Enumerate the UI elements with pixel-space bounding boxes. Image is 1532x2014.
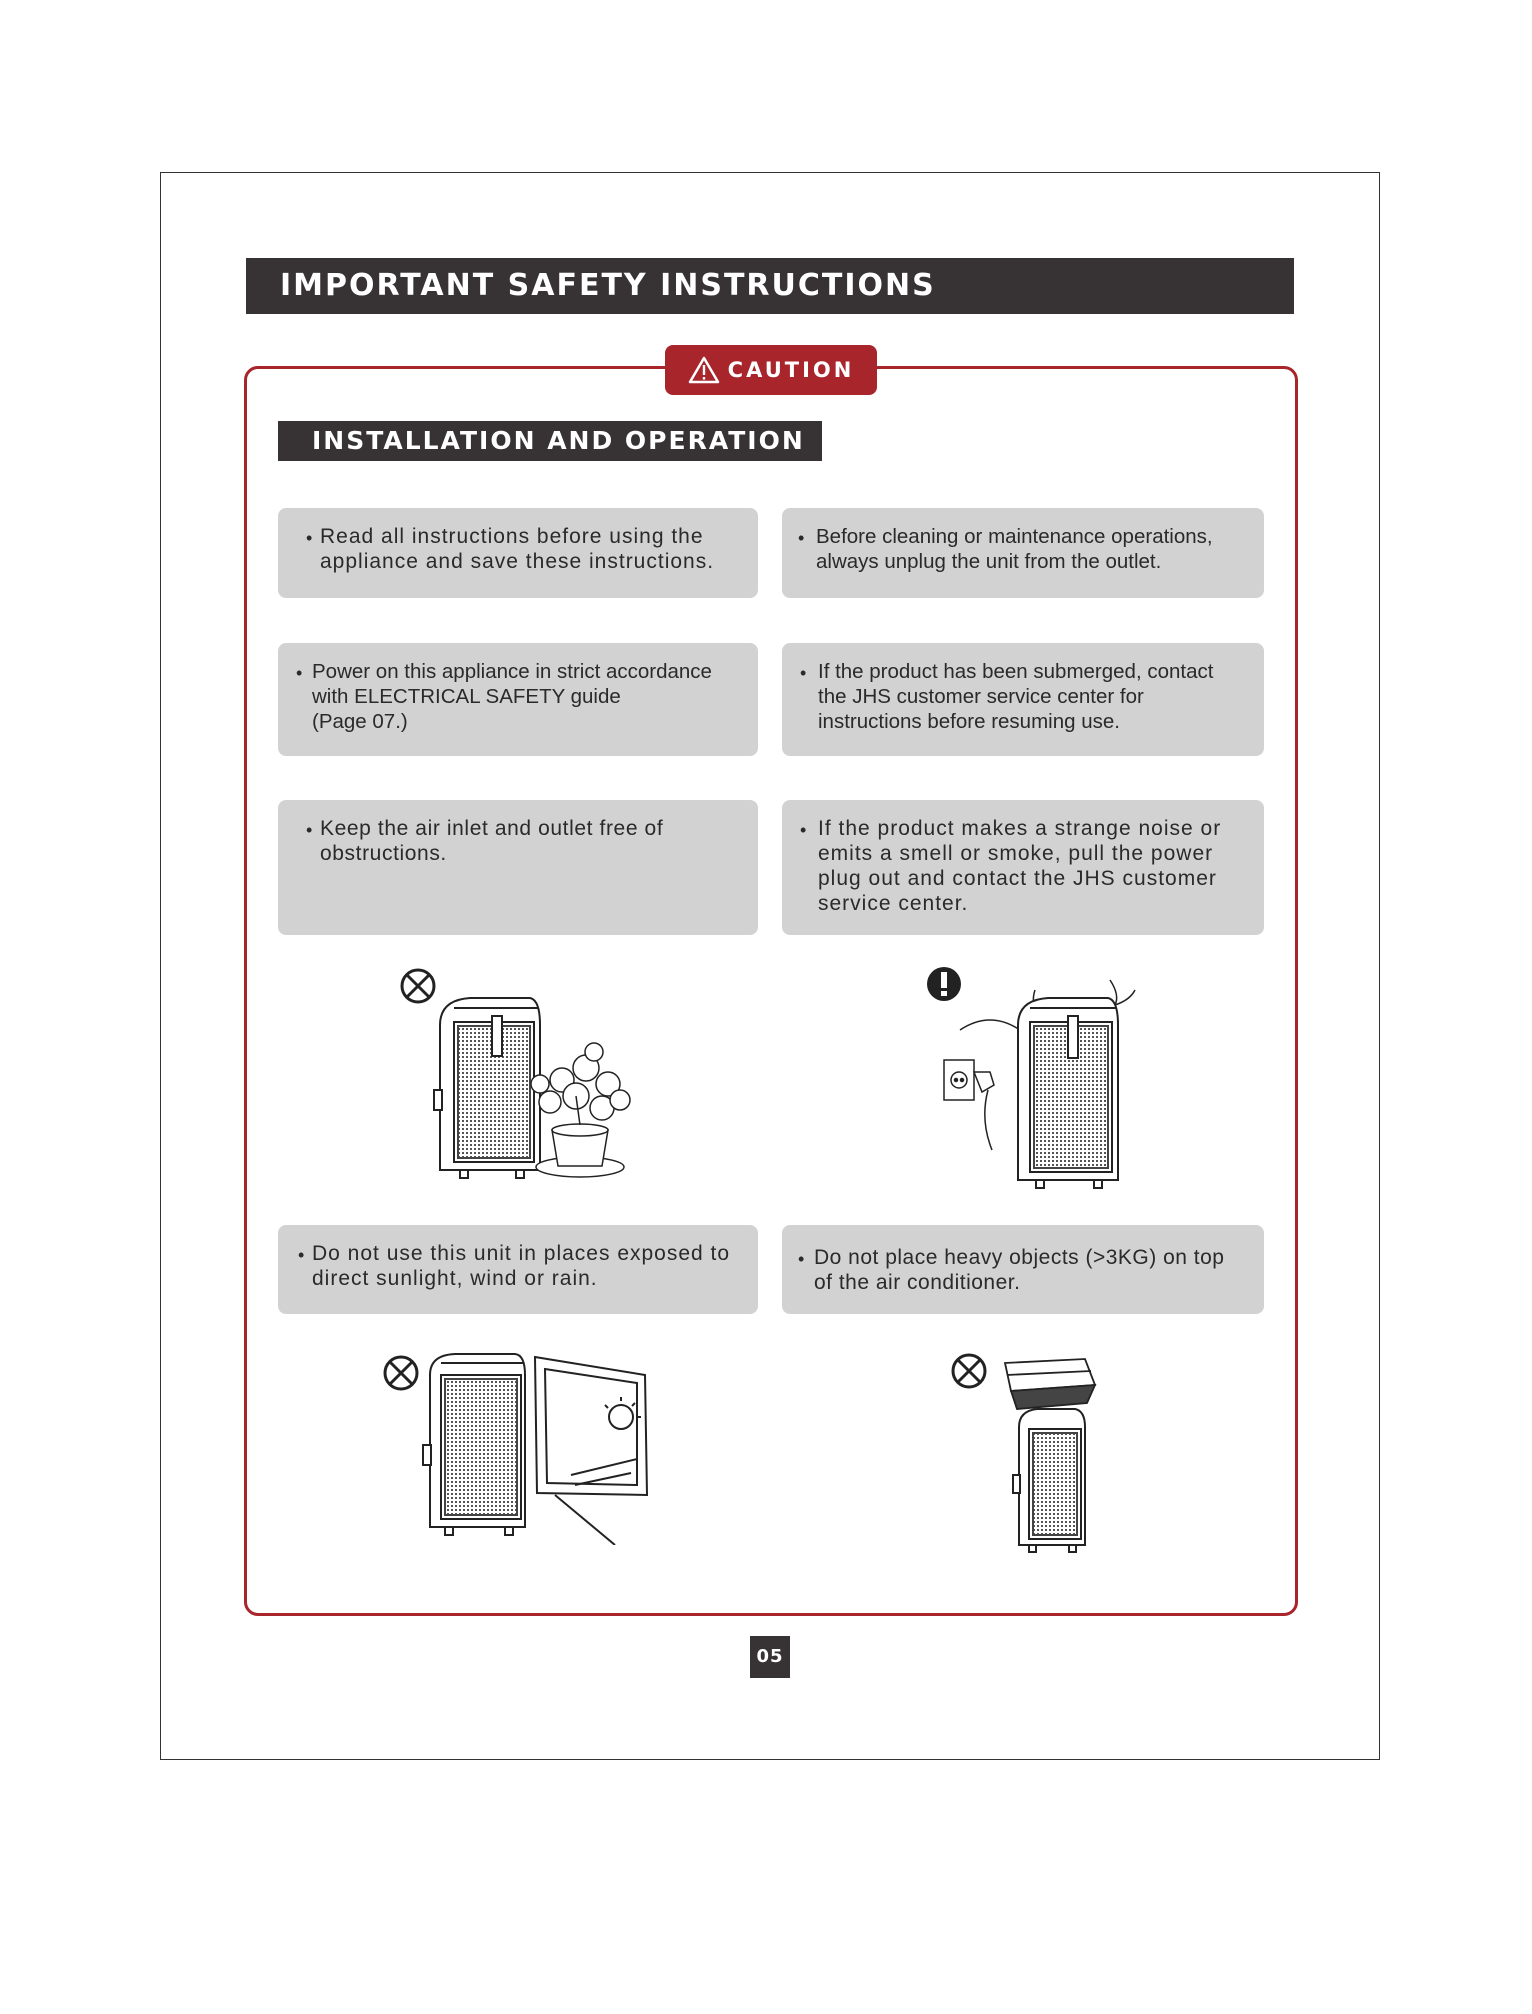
- prohibited-icon: [953, 1355, 985, 1387]
- bullet: •: [800, 663, 807, 683]
- instruction-text: If the product has been submerged, contact the JHS customer service center for instructions before resuming use.: [818, 660, 1214, 733]
- instruction-text: Do not use this unit in places exposed to direct sunlight, wind or rain.: [312, 1242, 731, 1290]
- page-title: IMPORTANT SAFETY INSTRUCTIONS: [246, 258, 1294, 314]
- air-conditioner-icon: [1013, 1409, 1085, 1552]
- instruction-text: Power on this appliance in strict accordance with ELECTRICAL SAFETY guide (Page 07.): [312, 660, 712, 733]
- instruction-text: Read all instructions before using the appliance and save these instructions.: [320, 525, 715, 573]
- plant-icon: [531, 1043, 630, 1177]
- instruction-box: [782, 800, 1264, 935]
- instruction-box: [278, 800, 758, 935]
- caution-label: CAUTION: [727, 358, 855, 382]
- illustration-ac-plant: [390, 960, 650, 1195]
- instruction-text: Before cleaning or maintenance operations, always unplug the unit from the outlet.: [816, 525, 1213, 573]
- bullet: •: [798, 1249, 805, 1269]
- box-icon: [1005, 1359, 1095, 1409]
- instruction-text: If the product makes a strange noise or emits a smell or smoke, pull the power plug out and contact the JHS customer service center.: [818, 817, 1222, 915]
- exclamation-icon: [927, 967, 961, 1001]
- illustration-ac-heavy-object: [945, 1345, 1125, 1560]
- air-conditioner-icon: [434, 998, 540, 1178]
- air-conditioner-icon: [1018, 998, 1118, 1188]
- air-conditioner-icon: [423, 1354, 525, 1535]
- instruction-box: [782, 643, 1264, 756]
- bullet: •: [298, 1245, 305, 1265]
- outlet-icon: [944, 1060, 994, 1150]
- instruction-box: [782, 508, 1264, 598]
- bullet: •: [306, 820, 313, 840]
- instruction-box: [278, 1225, 758, 1314]
- bullet: •: [306, 528, 313, 548]
- instruction-text: Do not place heavy objects (>3KG) on top of the air conditioner.: [814, 1246, 1225, 1294]
- warning-triangle-icon: [688, 356, 720, 384]
- bullet: •: [800, 820, 807, 840]
- instruction-box: [278, 643, 758, 756]
- section-title: INSTALLATION AND OPERATION: [278, 421, 822, 461]
- illustration-ac-smoke: [920, 960, 1160, 1195]
- bullet: •: [296, 663, 303, 683]
- bullet: •: [798, 528, 805, 548]
- caution-badge: [665, 345, 877, 395]
- prohibited-icon: [402, 970, 434, 1002]
- illustration-ac-sunlight: [375, 1345, 665, 1545]
- instruction-box: [782, 1225, 1264, 1314]
- prohibited-icon: [385, 1357, 417, 1389]
- instruction-text: Keep the air inlet and outlet free of obstructions.: [320, 817, 664, 865]
- page-number: 05: [750, 1636, 790, 1678]
- instruction-box: [278, 508, 758, 598]
- window-sun-icon: [535, 1357, 647, 1545]
